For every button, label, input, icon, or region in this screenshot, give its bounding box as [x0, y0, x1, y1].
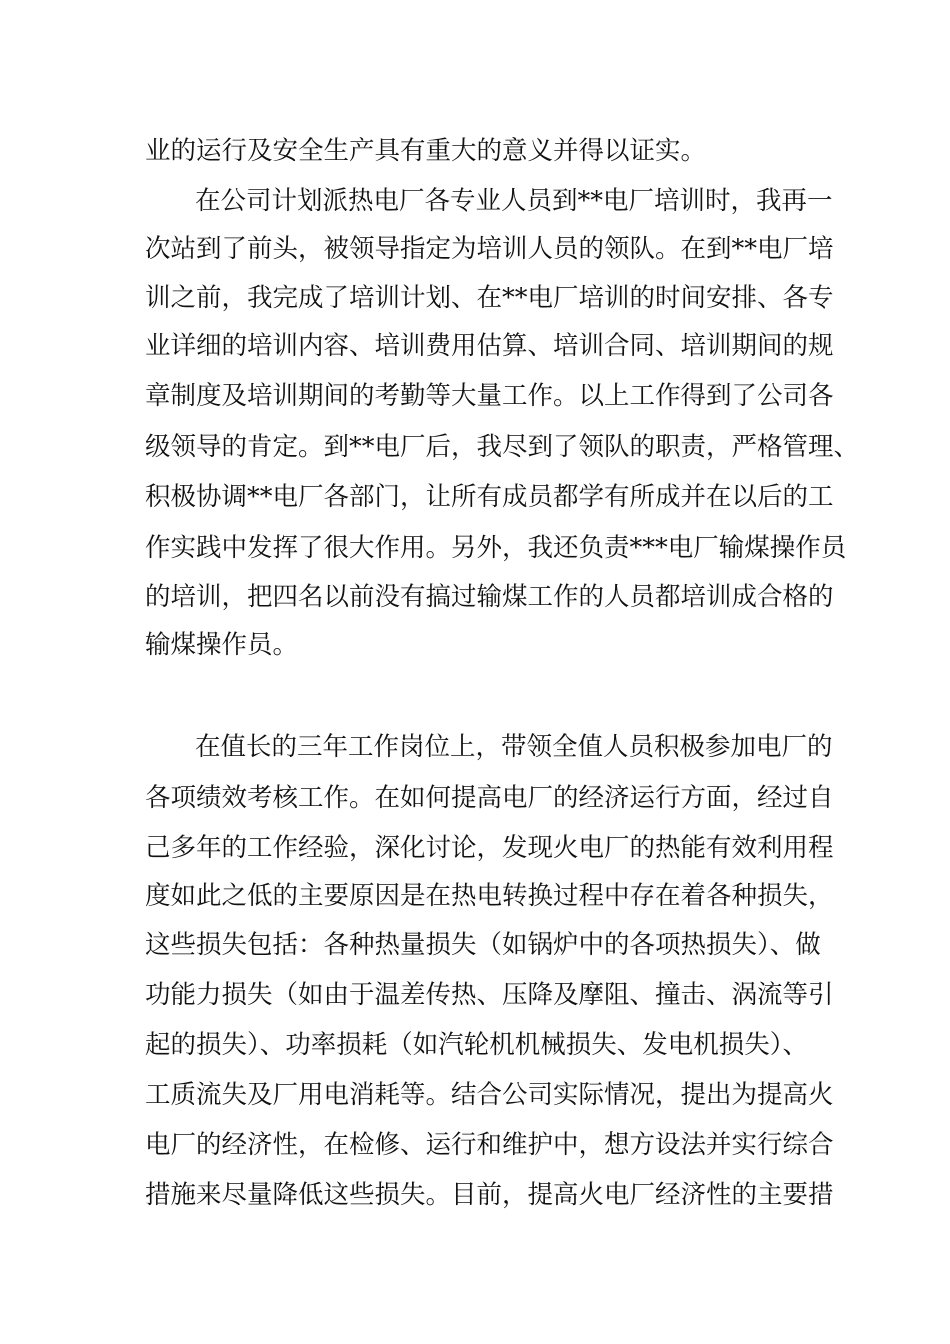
text-line: 这些损失包括：各种热量损失（如锅炉中的各项热损失）、做	[145, 930, 821, 960]
text-line: 次站到了前头，被领导指定为培训人员的领队。在到**电厂培	[145, 234, 834, 264]
text-line: 业的运行及安全生产具有重大的意义并得以证实。	[145, 136, 707, 166]
text-line: 章制度及培训期间的考勤等大量工作。以上工作得到了公司各	[145, 381, 834, 411]
text-line: 己多年的工作经验，深化讨论，发现火电厂的热能有效利用程	[145, 833, 834, 863]
text-line: 训之前，我完成了培训计划、在**电厂培训的时间安排、各专	[145, 283, 834, 313]
text-line: 起的损失）、功率损耗（如汽轮机机械损失、发电机损失）、	[145, 1030, 809, 1060]
text-line: 在公司计划派热电厂各专业人员到**电厂培训时，我再一	[195, 186, 833, 216]
text-line: 功能力损失（如由于温差传热、压降及摩阻、撞击、涡流等引	[145, 980, 834, 1010]
text-line: 各项绩效考核工作。在如何提高电厂的经济运行方面，经过自	[145, 783, 834, 813]
text-line: 工质流失及厂用电消耗等。结合公司实际情况，提出为提高火	[145, 1080, 834, 1110]
text-line: 度如此之低的主要原因是在热电转换过程中存在着各种损失，	[145, 881, 834, 911]
text-line: 级领导的肯定。到**电厂后，我尽到了领队的职责，严格管理、	[145, 432, 860, 462]
text-line: 电厂的经济性，在检修、运行和维护中，想方设法并实行综合	[145, 1130, 834, 1160]
text-line: 在值长的三年工作岗位上，带领全值人员积极参加电厂的	[195, 732, 833, 762]
text-line: 输煤操作员。	[145, 630, 299, 660]
text-line: 作实践中发挥了很大作用。另外，我还负责***电厂输煤操作员	[145, 533, 847, 563]
text-line: 积极协调**电厂各部门，让所有成员都学有所成并在以后的工	[145, 482, 834, 512]
text-line: 的培训，把四名以前没有搞过输煤工作的人员都培训成合格的	[145, 582, 834, 612]
text-line: 措施来尽量降低这些损失。目前，提高火电厂经济性的主要措	[145, 1180, 834, 1210]
text-line: 业详细的培训内容、培训费用估算、培训合同、培训期间的规	[145, 331, 834, 361]
